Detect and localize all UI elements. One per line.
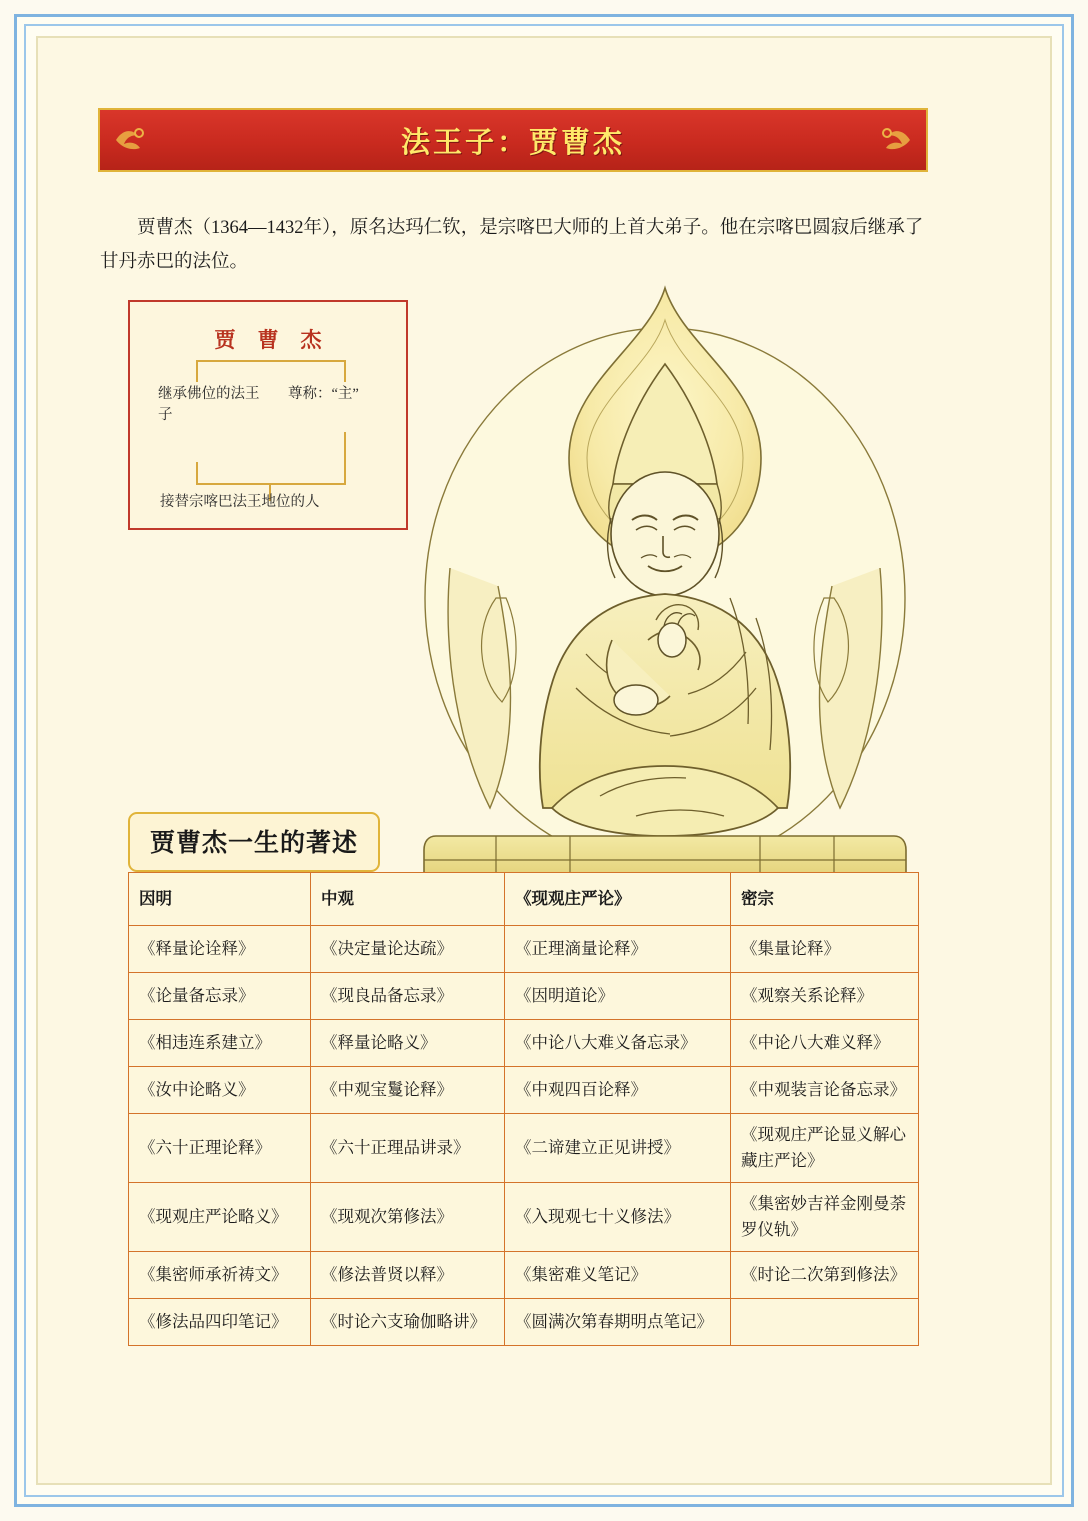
table-cell: 《汝中论略义》 — [129, 1067, 311, 1114]
table-row — [129, 1020, 919, 1067]
table-cell: 《修法品四印笔记》 — [129, 1299, 311, 1346]
table-cell: 《决定量论达疏》 — [311, 926, 505, 973]
table-cell: 《相违连系建立》 — [129, 1020, 311, 1067]
table-cell: 《释量论略义》 — [311, 1020, 505, 1067]
table-row — [129, 1299, 919, 1346]
table-row — [129, 973, 919, 1020]
table-cell: 《现观庄严论略义》 — [129, 1183, 311, 1252]
section-label: 贾曹杰一生的著述 — [128, 812, 380, 872]
diagram-connector — [196, 483, 346, 485]
floral-ornament-icon — [876, 120, 916, 160]
table-cell: 《圆满次第春期明点笔记》 — [505, 1299, 731, 1346]
column-header: 中观 — [311, 873, 505, 926]
table-cell: 《现观庄严论显义解心藏庄严论》 — [731, 1114, 919, 1183]
table-header-row — [129, 873, 919, 926]
table-cell: 《正理滴量论释》 — [505, 926, 731, 973]
table-cell: 《中观宝鬘论释》 — [311, 1067, 505, 1114]
table-cell: 《释量论诠释》 — [129, 926, 311, 973]
intro-paragraph: 贾曹杰（1364—1432年），原名达玛仁钦，是宗喀巴大师的上首大弟子。他在宗喀巴圆寂后继承了甘丹赤巴的法位。 — [100, 217, 924, 272]
table-cell: 《入现观七十义修法》 — [505, 1183, 731, 1252]
table-row — [129, 926, 919, 973]
table-cell: 《中观四百论释》 — [505, 1067, 731, 1114]
table-cell: 《时论六支瑜伽略讲》 — [311, 1299, 505, 1346]
table-cell: 《中论八大难义备忘录》 — [505, 1020, 731, 1067]
works-table-wrapper — [128, 872, 918, 1346]
column-header: 因明 — [129, 873, 311, 926]
table-cell: 《中论八大难义释》 — [731, 1020, 919, 1067]
table-cell: 《二谛建立正见讲授》 — [505, 1114, 731, 1183]
table-cell: 《论量备忘录》 — [129, 973, 311, 1020]
table-cell: 《集量论释》 — [731, 926, 919, 973]
title-banner — [98, 108, 928, 172]
table-cell: 《集密难义笔记》 — [505, 1252, 731, 1299]
diagram-connector — [344, 360, 346, 382]
name-diagram-title: 贾曹杰 — [214, 328, 344, 352]
column-header: 《现观庄严论》 — [505, 873, 731, 926]
table-row — [129, 1114, 919, 1183]
diagram-connector — [344, 432, 346, 484]
name-diagram-left-note: 继承佛位的法王子 — [158, 386, 260, 423]
table-cell: 《现观次第修法》 — [311, 1183, 505, 1252]
name-diagram-right-note: 尊称：“主” — [288, 386, 359, 402]
table-cell: 《六十正理论释》 — [129, 1114, 311, 1183]
table-cell: 《时论二次第到修法》 — [731, 1252, 919, 1299]
table-row — [129, 1183, 919, 1252]
master-portrait-illustration — [400, 268, 930, 888]
table-cell: 《因明道论》 — [505, 973, 731, 1020]
page-title: 法王子：贾曹杰 — [400, 126, 625, 159]
column-header: 密宗 — [731, 873, 919, 926]
diagram-connector — [196, 360, 198, 382]
diagram-connector — [196, 462, 198, 484]
table-cell: 《集密师承祈祷文》 — [129, 1252, 311, 1299]
table-cell: 《观察关系论释》 — [731, 973, 919, 1020]
name-diagram-box — [128, 300, 408, 530]
table-cell: 《中观装言论备忘录》 — [731, 1067, 919, 1114]
table-cell: 《集密妙吉祥金刚曼荼罗仪轨》 — [731, 1183, 919, 1252]
table-cell: 《六十正理品讲录》 — [311, 1114, 505, 1183]
table-row — [129, 1252, 919, 1299]
works-table — [128, 872, 919, 1346]
table-cell: 《修法普贤以释》 — [311, 1252, 505, 1299]
table-cell — [731, 1299, 919, 1346]
floral-ornament-icon — [110, 120, 150, 160]
name-diagram-bottom-note: 接替宗喀巴法王地位的人 — [160, 494, 320, 510]
table-row — [129, 1067, 919, 1114]
table-cell: 《现良品备忘录》 — [311, 973, 505, 1020]
diagram-connector — [196, 360, 346, 362]
